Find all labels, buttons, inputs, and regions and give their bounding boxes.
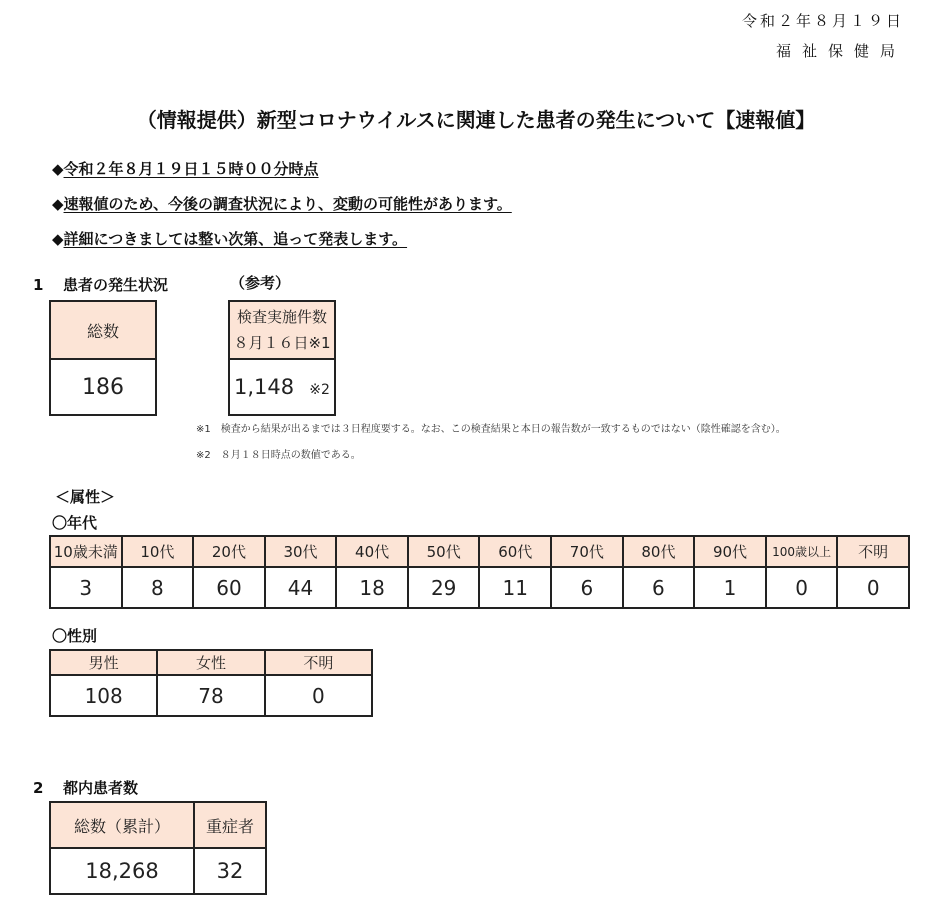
age-value: 6	[551, 567, 623, 608]
age-value: 1	[694, 567, 766, 608]
sex-heading: 〇性別	[52, 627, 98, 645]
diamond-icon: ◆	[52, 195, 64, 213]
tests-value: 1,148	[234, 375, 295, 399]
total-patients-table	[49, 300, 157, 416]
age-table	[49, 535, 910, 609]
age-value: 0	[837, 567, 909, 608]
sex-table	[49, 649, 373, 717]
total-value: 186	[50, 359, 156, 415]
age-header: 70代	[551, 536, 623, 567]
age-value: 29	[408, 567, 480, 608]
attributes-heading: ＜属性＞	[55, 488, 116, 506]
total-label: 総数	[50, 301, 156, 359]
sex-value: 0	[265, 675, 372, 716]
age-header: 100歳以上	[766, 536, 838, 567]
sex-header: 男性	[50, 650, 157, 675]
age-header: 10代	[122, 536, 194, 567]
reference-label: （参考）	[230, 274, 291, 292]
age-header: 20代	[193, 536, 265, 567]
age-heading: 〇年代	[52, 514, 98, 532]
tests-table	[228, 300, 336, 416]
age-header: 不明	[837, 536, 909, 567]
age-value: 3	[50, 567, 122, 608]
age-value: 18	[336, 567, 408, 608]
age-value: 0	[766, 567, 838, 608]
severe-value: 32	[194, 848, 266, 894]
sex-header: 女性	[157, 650, 264, 675]
severe-header: 重症者	[194, 802, 266, 848]
tests-note-mark: ※2	[309, 382, 330, 398]
sex-value: 108	[50, 675, 157, 716]
age-value: 60	[193, 567, 265, 608]
tokyo-patients-table	[49, 801, 267, 895]
age-value: 11	[479, 567, 551, 608]
diamond-icon: ◆	[52, 160, 64, 178]
age-header: 50代	[408, 536, 480, 567]
tests-value-cell	[229, 359, 335, 415]
section1-heading: 1 患者の発生状況	[33, 276, 169, 294]
sex-header: 不明	[265, 650, 372, 675]
footnote: ※1 検査から結果が出るまでは３日程度要する。なお、この検査結果と本日の報告数が一致するものではない（陰性確認を含む）。	[196, 424, 786, 435]
age-header: 30代	[265, 536, 337, 567]
footnote: ※2 ８月１８日時点の数値である。	[196, 450, 361, 461]
page-title: （情報提供）新型コロナウイルスに関連した患者の発生について【速報値】	[136, 108, 816, 132]
age-value: 8	[122, 567, 194, 608]
age-value: 6	[623, 567, 695, 608]
cumulative-header: 総数（累計）	[50, 802, 194, 848]
tests-label: 検査実施件数 ８月１６日※1	[229, 301, 335, 359]
diamond-icon: ◆	[52, 230, 64, 248]
section2-heading: 2 都内患者数	[33, 779, 139, 797]
age-header: 90代	[694, 536, 766, 567]
age-header: 40代	[336, 536, 408, 567]
age-value: 44	[265, 567, 337, 608]
report-date: 令和２年８月１９日	[741, 12, 904, 30]
notice-item: ◆令和２年８月１９日１５時００分時点	[52, 160, 319, 178]
notice-item: ◆速報値のため、今後の調査状況により、変動の可能性があります。	[52, 195, 512, 213]
age-header: 10歳未満	[50, 536, 122, 567]
sex-value: 78	[157, 675, 264, 716]
age-header: 80代	[623, 536, 695, 567]
notice-item: ◆詳細につきましては整い次第、追って発表します。	[52, 230, 408, 248]
bureau-name: 福祉保健局	[775, 42, 906, 60]
age-header: 60代	[479, 536, 551, 567]
cumulative-value: 18,268	[50, 848, 194, 894]
